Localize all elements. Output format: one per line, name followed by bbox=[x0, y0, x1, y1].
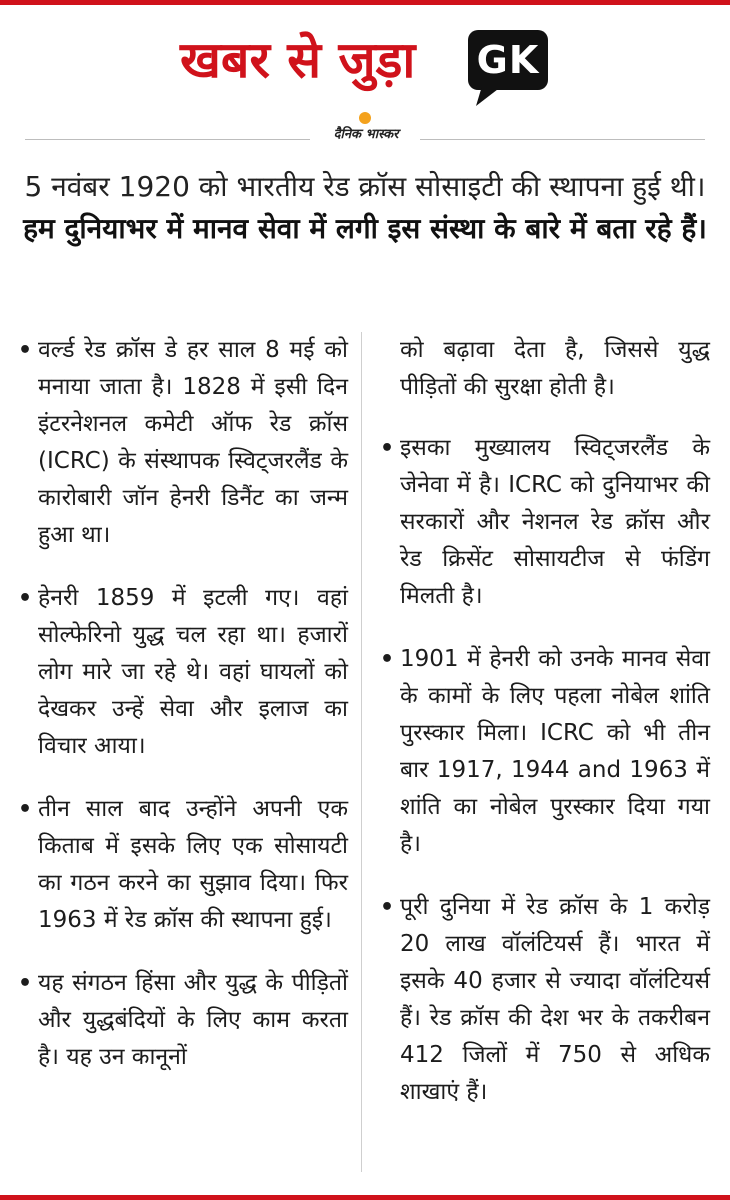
brand-logo-text: दैनिक भास्कर bbox=[333, 127, 399, 142]
brand-row bbox=[25, 112, 705, 142]
list-item-text: वर्ल्ड रेड क्रॉस डे हर साल 8 मई को मनाया जाता है। 1828 में इसी दिन इंटरनेशनल कमेटी ऑफ रेड क्रॉस (ICRC) के संस्थापक स्विट्जरलैंड के कारोबारी जॉन हेनरी डिनैंट का जन्म हुआ था। bbox=[38, 337, 348, 548]
bottom-accent-bar bbox=[0, 1195, 730, 1200]
continued-text bbox=[380, 332, 710, 406]
bullet-icon: • bbox=[18, 797, 33, 822]
gk-badge-text: GK bbox=[476, 38, 540, 82]
column-divider bbox=[361, 332, 362, 1172]
list-item bbox=[380, 889, 710, 1111]
list-item-text: इसका मुख्यालय स्विट्जरलैंड के जेनेवा में है। ICRC को दुनियाभर की सरकारों और नेशनल रेड क्रॉस और रेड क्रिसेंट सोसायटीज से फंडिंग मिलती है। bbox=[400, 435, 710, 609]
intro-normal-text: 5 नवंबर 1920 को भारतीय रेड क्रॉस सोसाइटी की स्थापना हुई थी। bbox=[24, 170, 706, 203]
intro-bold-text: हम दुनियाभर में मानव सेवा में लगी इस संस्था के बारे में बता रहे हैं। bbox=[23, 212, 707, 245]
list-item-text: पूरी दुनिया में रेड क्रॉस के 1 करोड़ 20 लाख वॉलंटियर्स हैं। भारत में इसके 40 हजार से ज्यादा वॉलंटियर्स हैं। रेड क्रॉस की देश भर के तकरीबन 412 जिलों में 750 से अधिक शाखाएं हैं। bbox=[400, 894, 710, 1105]
list-item bbox=[18, 965, 348, 1076]
list-item-text: तीन साल बाद उन्होंने अपनी एक किताब में इसके लिए एक सोसायटी का गठन करने का सुझाव दिया। फिर 1963 में रेड क्रॉस की स्थापना हुई। bbox=[38, 796, 348, 933]
bullet-icon: • bbox=[18, 586, 33, 611]
list-item-text: 1901 में हेनरी को उनके मानव सेवा के कामों के लिए पहला नोबेल शांति पुरस्कार मिला। ICRC को भी तीन बार 1917, 1944 and 1963 में शांति का नोबेल पुरस्कार दिया गया है। bbox=[400, 646, 710, 857]
sun-dot-icon bbox=[359, 112, 371, 124]
two-column-body bbox=[18, 332, 718, 1177]
masthead-title: खबर से जुड़ा bbox=[180, 31, 416, 89]
list-item-text: यह संगठन हिंसा और युद्ध के पीड़ितों और युद्धबंदियों के लिए काम करता है। यह उन कानूनों bbox=[38, 970, 348, 1070]
list-item bbox=[18, 332, 348, 554]
list-item bbox=[380, 641, 710, 863]
continued-text-body: को बढ़ावा देता है, जिससे युद्ध पीड़ितों की सुरक्षा होती है। bbox=[400, 337, 710, 400]
bullet-icon: • bbox=[18, 338, 33, 363]
intro-paragraph bbox=[20, 166, 710, 250]
right-column bbox=[380, 332, 710, 1137]
list-item bbox=[380, 430, 710, 615]
divider-right bbox=[420, 139, 705, 140]
left-column bbox=[18, 332, 348, 1102]
list-item bbox=[18, 791, 348, 939]
bullet-icon: • bbox=[380, 895, 395, 920]
list-item bbox=[18, 580, 348, 765]
bullet-icon: • bbox=[380, 436, 395, 461]
list-item-text: हेनरी 1859 में इटली गए। वहां सोल्फेरिनो युद्ध चल रहा था। हजारों लोग मारे जा रहे थे। वहां घायलों को देखकर उन्हें सेवा और इलाज का विचार आया। bbox=[38, 585, 348, 759]
top-accent-bar bbox=[0, 0, 730, 5]
bullet-icon: • bbox=[380, 647, 395, 672]
bullet-icon: • bbox=[18, 971, 33, 996]
masthead bbox=[0, 22, 730, 112]
gk-speech-bubble-icon bbox=[468, 30, 548, 106]
divider-left bbox=[25, 139, 310, 140]
